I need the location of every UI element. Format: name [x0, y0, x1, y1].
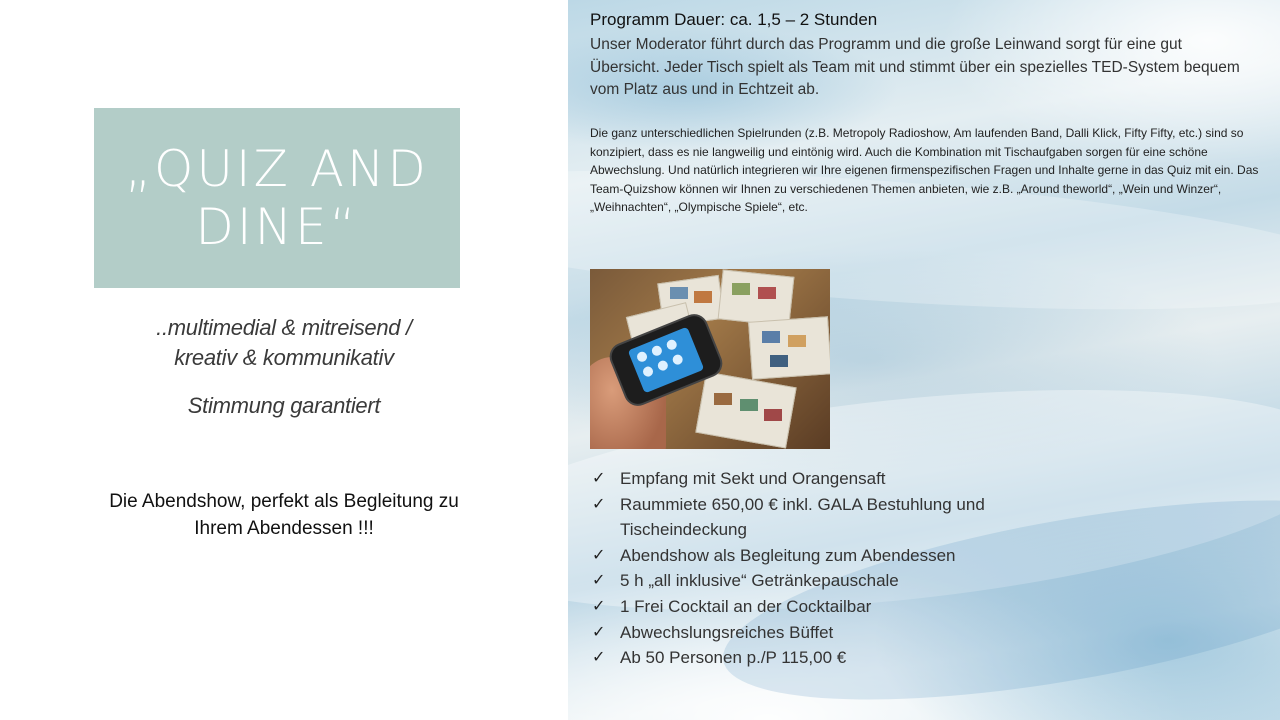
checklist-item — [590, 645, 1060, 671]
abendshow-line-1: Die Abendshow, perfekt als Begleitung zu — [109, 491, 459, 512]
photo-thumb — [732, 283, 750, 295]
checklist-item — [590, 466, 1060, 492]
phone-button — [671, 353, 684, 366]
phone-button — [642, 365, 655, 378]
slide-title: „QUIZ AND DINE“ — [125, 140, 429, 256]
photo-thumb — [762, 331, 780, 343]
check-icon: ✓ — [592, 546, 606, 564]
photo-thumb — [670, 287, 688, 299]
photo-card — [748, 316, 830, 379]
checklist-item — [590, 492, 1060, 543]
check-icon: ✓ — [592, 649, 606, 667]
checklist-item-label: Abwechslungsreiches Büffet — [620, 622, 834, 642]
checklist-item-label: Abendshow als Begleitung zum Abendessen — [620, 545, 956, 565]
tagline-multimedial: ..multimedial & mitreisend / — [156, 315, 412, 340]
tagline-kreativ: kreativ & kommunikativ — [174, 345, 394, 370]
photo-card — [718, 269, 795, 326]
phone-button — [636, 350, 649, 363]
check-icon: ✓ — [592, 495, 606, 513]
title-box — [94, 108, 460, 288]
program-duration-heading: Programm Dauer: ca. 1,5 – 2 Stunden — [590, 10, 878, 29]
checklist-item-label: 1 Frei Cocktail an der Cocktailbar — [620, 596, 872, 616]
check-icon: ✓ — [592, 623, 606, 641]
left-panel — [0, 0, 568, 720]
checklist-item-label: Ab 50 Personen p./P 115,00 € — [620, 648, 847, 668]
abendshow-line-2: Ihrem Abendessen !!! — [194, 518, 374, 539]
phone-button — [650, 344, 663, 357]
checklist-item — [590, 568, 1060, 594]
checklist-item — [590, 620, 1060, 646]
feature-checklist — [590, 466, 1060, 671]
checklist-item — [590, 543, 1060, 569]
photo-thumb — [764, 409, 782, 421]
check-icon: ✓ — [592, 470, 606, 487]
photo-thumb — [714, 393, 732, 405]
checklist-item-label: Raummiete 650,00 € inkl. GALA Bestuhlung und Tischeindeckung — [620, 494, 985, 540]
program-intro-text: Unser Moderator führt durch das Programm und die große Leinwand sorgt für eine gut Übersicht. Jeder Tisch spielt als Team mit und stimmt über ein spezielles TED-System bequem vom Platz aus und in Echtzeit ab. — [590, 36, 1240, 98]
check-icon: ✓ — [592, 597, 606, 615]
tagline-stimmung: Stimmung garantiert — [187, 393, 381, 418]
phone-button — [656, 359, 669, 372]
checklist-item — [590, 594, 1060, 620]
program-detail-text: Die ganz unterschiedlichen Spielrunden (z.B. Metropoly Radioshow, Am laufenden Band, Dalli Klick, Fifty Fifty, etc.) sind so konzipiert, dass es nie langweilig und eintönig wird. Auch die Kombination mit Tischaufgaben sorgen für eine schöne Abwechslung. Und natürlich integrieren wir Ihre eigenen firmenspezifischen Fragen und Inhalte gerne in das Quiz mit ein. Das Team-Quizshow können wir Ihnen zu verschiedenen Themen anbieten, wie z.B. „Around theworld“, „Wein und Winzer“, „Weihnachten“, „Olympische Spiele“, etc. — [590, 126, 1259, 215]
photo-thumb — [770, 355, 788, 367]
photo-thumb — [788, 335, 806, 347]
checklist-item-label: Empfang mit Sekt und Orangensaft — [620, 469, 886, 488]
photo-thumb — [740, 399, 758, 411]
check-icon: ✓ — [592, 572, 606, 590]
phone-screen — [628, 327, 705, 394]
right-panel — [568, 0, 1280, 720]
photo-thumb — [758, 287, 776, 299]
photo-thumb — [694, 291, 712, 303]
checklist-item-label: 5 h „all inklusive“ Getränkepauschale — [620, 571, 899, 591]
phone-button — [665, 338, 678, 351]
quiz-photo — [590, 269, 830, 449]
